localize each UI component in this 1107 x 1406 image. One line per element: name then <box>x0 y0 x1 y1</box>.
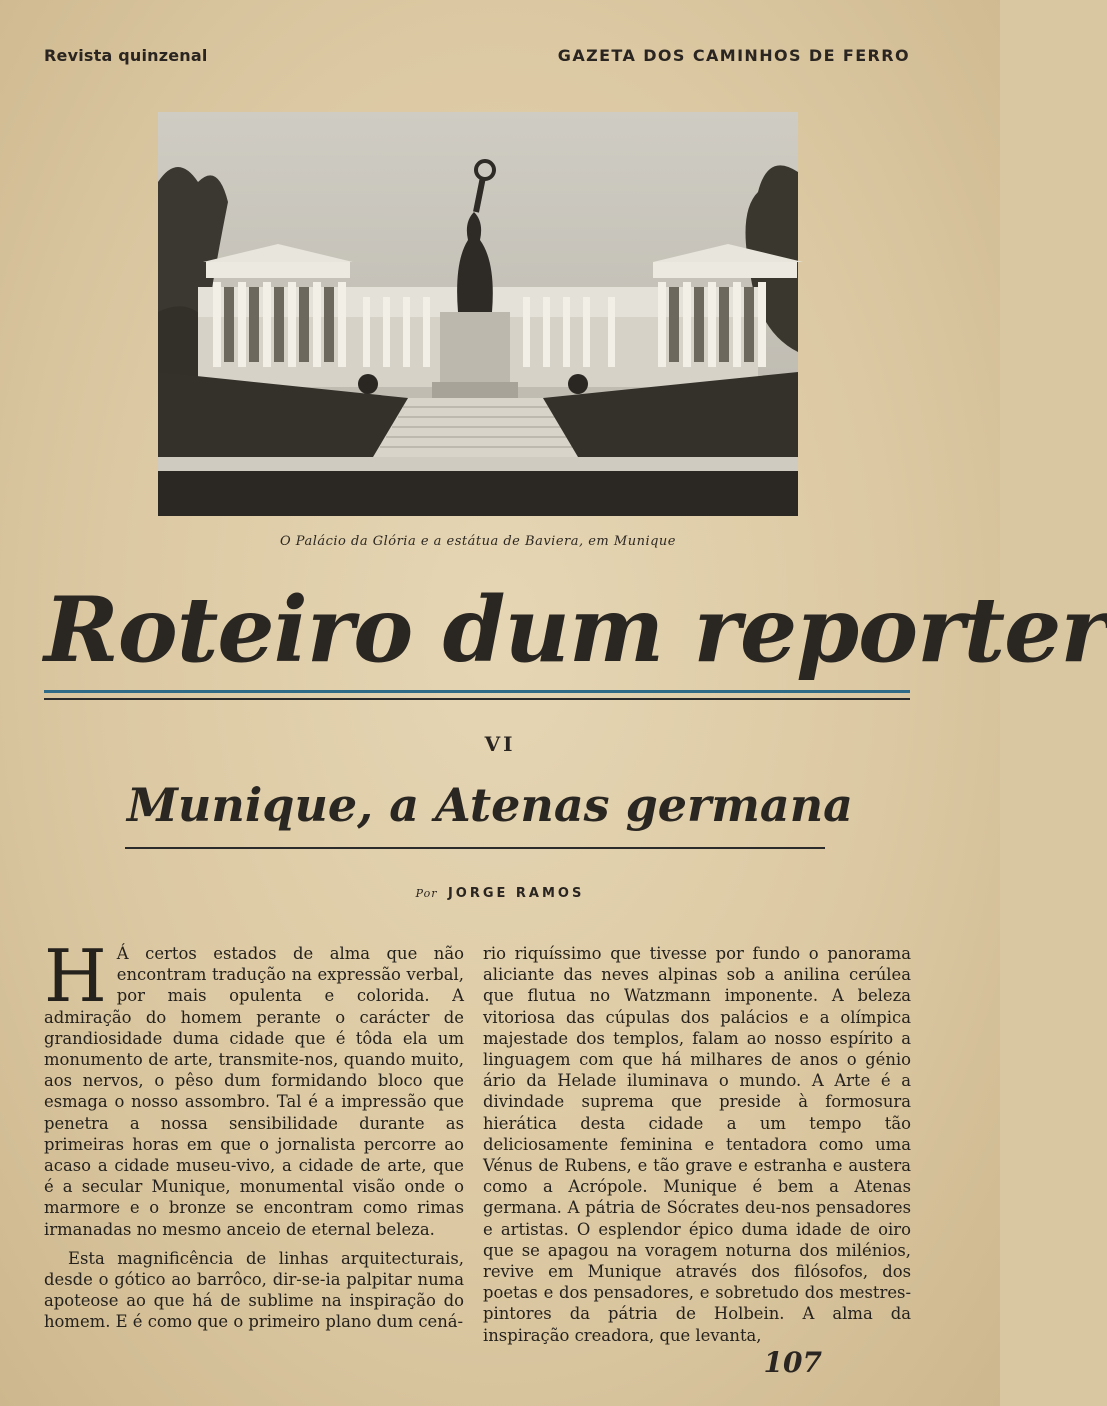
paragraph-3: rio riquíssimo que tivesse por fundo o panorama aliciante das neves alpinas sob a anilina cerúlea que flutua no Watzmann imponente. A beleza vitoriosa das cúpulas dos palácios e a olímpica majestade dos templos, falam ao nosso espírito a linguagem com que há milhares de anos o génio ário da Helade iluminava o mundo. A Arte é a divindade suprema que preside à formosura hierática desta cidade a um tempo tão deliciosamente feminina e tentadora como uma Vénus de Rubens, e tão grave e estranha e austera como a Acrópole. Munique é bem a Atenas germana. A pátria de Sócrates deu-nos pensadores e artistas. O esplendor épico duma idade de oiro que se apagou na voragem noturna dos milénios, revive em Munique através dos filósofos, dos poetas e dos pensadores, e sobretudo dos mestres-pintores da pátria de Holbein. A alma da inspiração creadora, que levanta, <box>483 944 911 1345</box>
article-subtitle: Munique, a Atenas germana <box>127 778 853 832</box>
page-number: 107 <box>763 1346 822 1379</box>
subtitle-rule <box>125 847 825 849</box>
body-column-left <box>44 934 464 1333</box>
paragraph-1 <box>44 934 464 1240</box>
byline-prefix: Por <box>415 887 438 900</box>
photo-palace-statue <box>158 112 798 516</box>
title-rule-blue <box>44 690 910 693</box>
byline-author: JORGE RAMOS <box>447 886 585 901</box>
running-header-right: GAZETA DOS CAMINHOS DE FERRO <box>557 46 910 65</box>
body-column-right <box>483 943 911 1346</box>
title-rule-dark <box>44 698 910 700</box>
drop-cap: H <box>44 934 107 1018</box>
paragraph-2: Esta magnificência de linhas arquitecturais, desde o gótico ao barrôco, dir-se-ia palpitar numa apoteose ao que há de sublime na inspiração do homem. E é como que o primeiro plano dum cená- <box>44 1248 464 1332</box>
palace-illustration <box>158 112 798 516</box>
photo-caption: O Palácio da Glória e a estátua de Baviera, em Munique <box>280 534 676 549</box>
part-number: VI <box>484 732 516 756</box>
article-title: Roteiro dum reporter <box>44 577 1107 683</box>
paragraph-1-text: Á certos estados de alma que não encontram tradução na expressão verbal, por mais opulenta e colorida. A admiração do homem perante o carácter de grandiosidade duma cidade que é tôda ela um monumento de arte, transmite-nos, quando muito, aos nervos, o pêso dum formidando bloco que esmaga o nosso assombro. Tal é a impressão que penetra a nossa sensibilidade durante as primeiras horas em que o jornalista percorre ao acaso a cidade museu-vivo, a cidade de arte, que é a secular Munique, monumental visão onde o marmore e o bronze se encontram como rimas irmanadas no mesmo anceio de eternal beleza. <box>44 944 464 1239</box>
running-header-left: Revista quinzenal <box>44 46 208 65</box>
byline <box>0 885 1000 901</box>
